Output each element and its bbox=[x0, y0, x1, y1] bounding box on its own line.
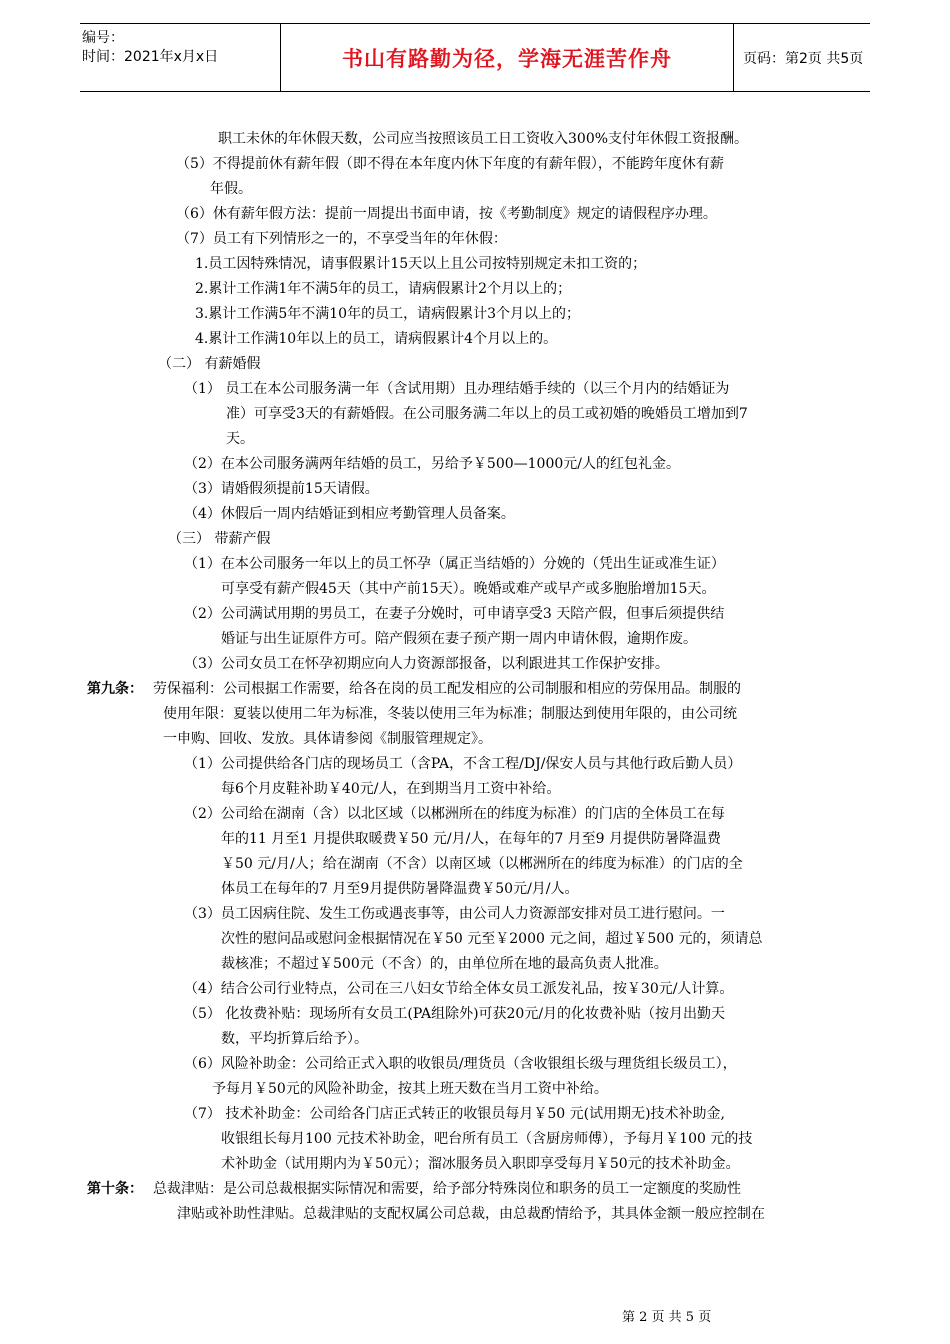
text-line: （1） 员工在本公司服务满一年（含试用期）且办理结婚手续的（以三个月内的结婚证为 bbox=[184, 381, 730, 397]
text-line: 裁核准；不超过￥500元（不含）的，由单位所在地的最高负责人批准。 bbox=[221, 956, 668, 972]
text-line: （1）在本公司服务一年以上的员工怀孕（属正当结婚的）分娩的（凭出生证或准生证） bbox=[184, 556, 725, 572]
text-line: （6）休有薪年假方法：提前一周提出书面申请，按《考勤制度》规定的请假程序办理。 bbox=[176, 206, 717, 222]
text-line: 术补助金（试用期内为￥50元）；溜冰服务员入职即享受每月￥50元的技术补助金。 bbox=[221, 1156, 740, 1172]
text-line: 婚证与出生证原件方可。陪产假须在妻子预产期一周内申请休假，逾期作废。 bbox=[221, 631, 697, 647]
document-number-label: 编号： bbox=[82, 30, 124, 46]
text-line: （2）公司满试用期的男员工，在妻子分娩时，可申请享受3 天陪产假，但事后须提供结 bbox=[184, 606, 725, 622]
text-line: （4）结合公司行业特点，公司在三八妇女节给全体女员工派发礼品，按￥30元/人计算。 bbox=[184, 981, 734, 997]
text-line: 年的11 月至1 月提供取暖费￥50 元/月/人，在每年的7 月至9 月提供防暑降温费 bbox=[221, 831, 722, 847]
text-line: （3）请婚假须提前15天请假。 bbox=[184, 481, 379, 497]
text-line: （2）公司给在湖南（含）以北区域（以郴洲所在的纬度为标准）的门店的全体员工在每 bbox=[184, 806, 725, 822]
text-line: （3）员工因病住院、发生工伤或遇丧事等，由公司人力资源部安排对员工进行慰问。一 bbox=[184, 906, 725, 922]
text-line: （3）公司女员工在怀孕初期应向人力资源部报备，以利跟进其工作保护安排。 bbox=[184, 656, 669, 672]
header-page-info: 页码：第2页 共5页 bbox=[743, 50, 864, 67]
text-line: 劳保福利：公司根据工作需要，给各在岗的员工配发相应的公司制服和相应的劳保用品。制服的 bbox=[153, 681, 741, 697]
text-line: 可享受有薪产假45天（其中产前15天）。晚婚或难产或早产或多胞胎增加15天。 bbox=[221, 581, 716, 597]
text-line: （5）不得提前休有薪年假（即不得在本年度内休下年度的有薪年假），不能跨年度休有薪 bbox=[176, 156, 724, 172]
header-motto: 书山有路勤为径，学海无涯苦作舟 bbox=[280, 24, 734, 91]
section-heading: （三） 带薪产假 bbox=[168, 531, 271, 547]
text-line: 年假。 bbox=[210, 181, 252, 197]
text-line: （7） 技术补助金：公司给各门店正式转正的收银员每月￥50 元(试用期无)技术补助金, bbox=[184, 1106, 725, 1122]
text-line: 一申购、回收、发放。具体请参阅《制服管理规定》。 bbox=[163, 731, 492, 747]
text-line: （1）公司提供给各门店的现场员工（含PA，不含工程/DJ/保安人员与其他行政后勤人员） bbox=[184, 756, 742, 772]
text-line: 数，平均折算后给予）。 bbox=[221, 1031, 368, 1047]
article-label: 第九条： bbox=[87, 681, 143, 697]
text-line: 天。 bbox=[226, 431, 254, 447]
page-header bbox=[80, 23, 870, 92]
text-line: 次性的慰问品或慰问金根据情况在￥50 元至￥2000 元之间，超过￥500 元的，须请总 bbox=[221, 931, 763, 947]
section-heading: （二） 有薪婚假 bbox=[158, 356, 261, 372]
list-item: 2.累计工作满1年不满5年的员工，请病假累计2个月以上的； bbox=[195, 281, 572, 297]
text-line: 总裁津贴：是公司总裁根据实际情况和需要，给予部分特殊岗位和职务的员工一定额度的奖励性 bbox=[153, 1181, 741, 1197]
text-line: （7）员工有下列情形之一的，不享受当年的年休假： bbox=[176, 231, 507, 247]
text-line: 使用年限：夏装以使用二年为标准，冬装以使用三年为标准；制服达到使用年限的，由公司统 bbox=[163, 706, 737, 722]
list-item: 1.员工因特殊情况，请事假累计15天以上且公司按特别规定未扣工资的； bbox=[195, 256, 647, 272]
text-line: （5） 化妆费补贴：现场所有女员工(PA组除外)可获20元/月的化妆费补贴（按月出勤天 bbox=[184, 1006, 726, 1022]
text-line: （4）休假后一周内结婚证到相应考勤管理人员备案。 bbox=[184, 506, 515, 522]
text-line: 准）可享受3天的有薪婚假。在公司服务满二年以上的员工或初婚的晚婚员工增加到7 bbox=[226, 406, 748, 422]
text-line: 每6个月皮鞋补助￥40元/人，在到期当月工资中补给。 bbox=[221, 781, 561, 797]
header-meta bbox=[80, 24, 280, 91]
text-line: 体员工在每年的7 月至9月提供防暑降温费￥50元/月/人。 bbox=[221, 881, 579, 897]
text-line: 津贴或补助性津贴。总裁津贴的支配权属公司总裁，由总裁酌情给予，其具体金额一般应控制在 bbox=[177, 1206, 765, 1222]
text-line: 予每月￥50元的风险补助金，按其上班天数在当月工资中补给。 bbox=[212, 1081, 608, 1097]
text-line: （2）在本公司服务满两年结婚的员工，另给予￥500—1000元/人的红包礼金。 bbox=[184, 456, 680, 472]
article-label: 第十条： bbox=[87, 1181, 143, 1197]
list-item: 4.累计工作满10年以上的员工，请病假累计4个月以上的。 bbox=[195, 331, 558, 347]
text-line: ￥50 元/月/人；给在湖南（不含）以南区域（以郴洲所在的纬度为标准）的门店的全 bbox=[221, 856, 743, 872]
document-date: 时间：2021年x月x日 bbox=[82, 49, 219, 65]
text-line: 收银组长每月100 元技术补助金，吧台所有员工（含厨房师傅），予每月￥100 元的技 bbox=[221, 1131, 753, 1147]
text-line: （6）风险补助金：公司给正式入职的收银员/理货员（含收银组长级与理货组长级员工）， bbox=[184, 1056, 737, 1072]
page-footer: 第 2 页 共 5 页 bbox=[622, 1310, 712, 1325]
list-item: 3.累计工作满5年不满10年的员工，请病假累计3个月以上的； bbox=[195, 306, 580, 322]
text-line: 职工未休的年休假天数，公司应当按照该员工日工资收入300%支付年休假工资报酬。 bbox=[218, 131, 749, 147]
